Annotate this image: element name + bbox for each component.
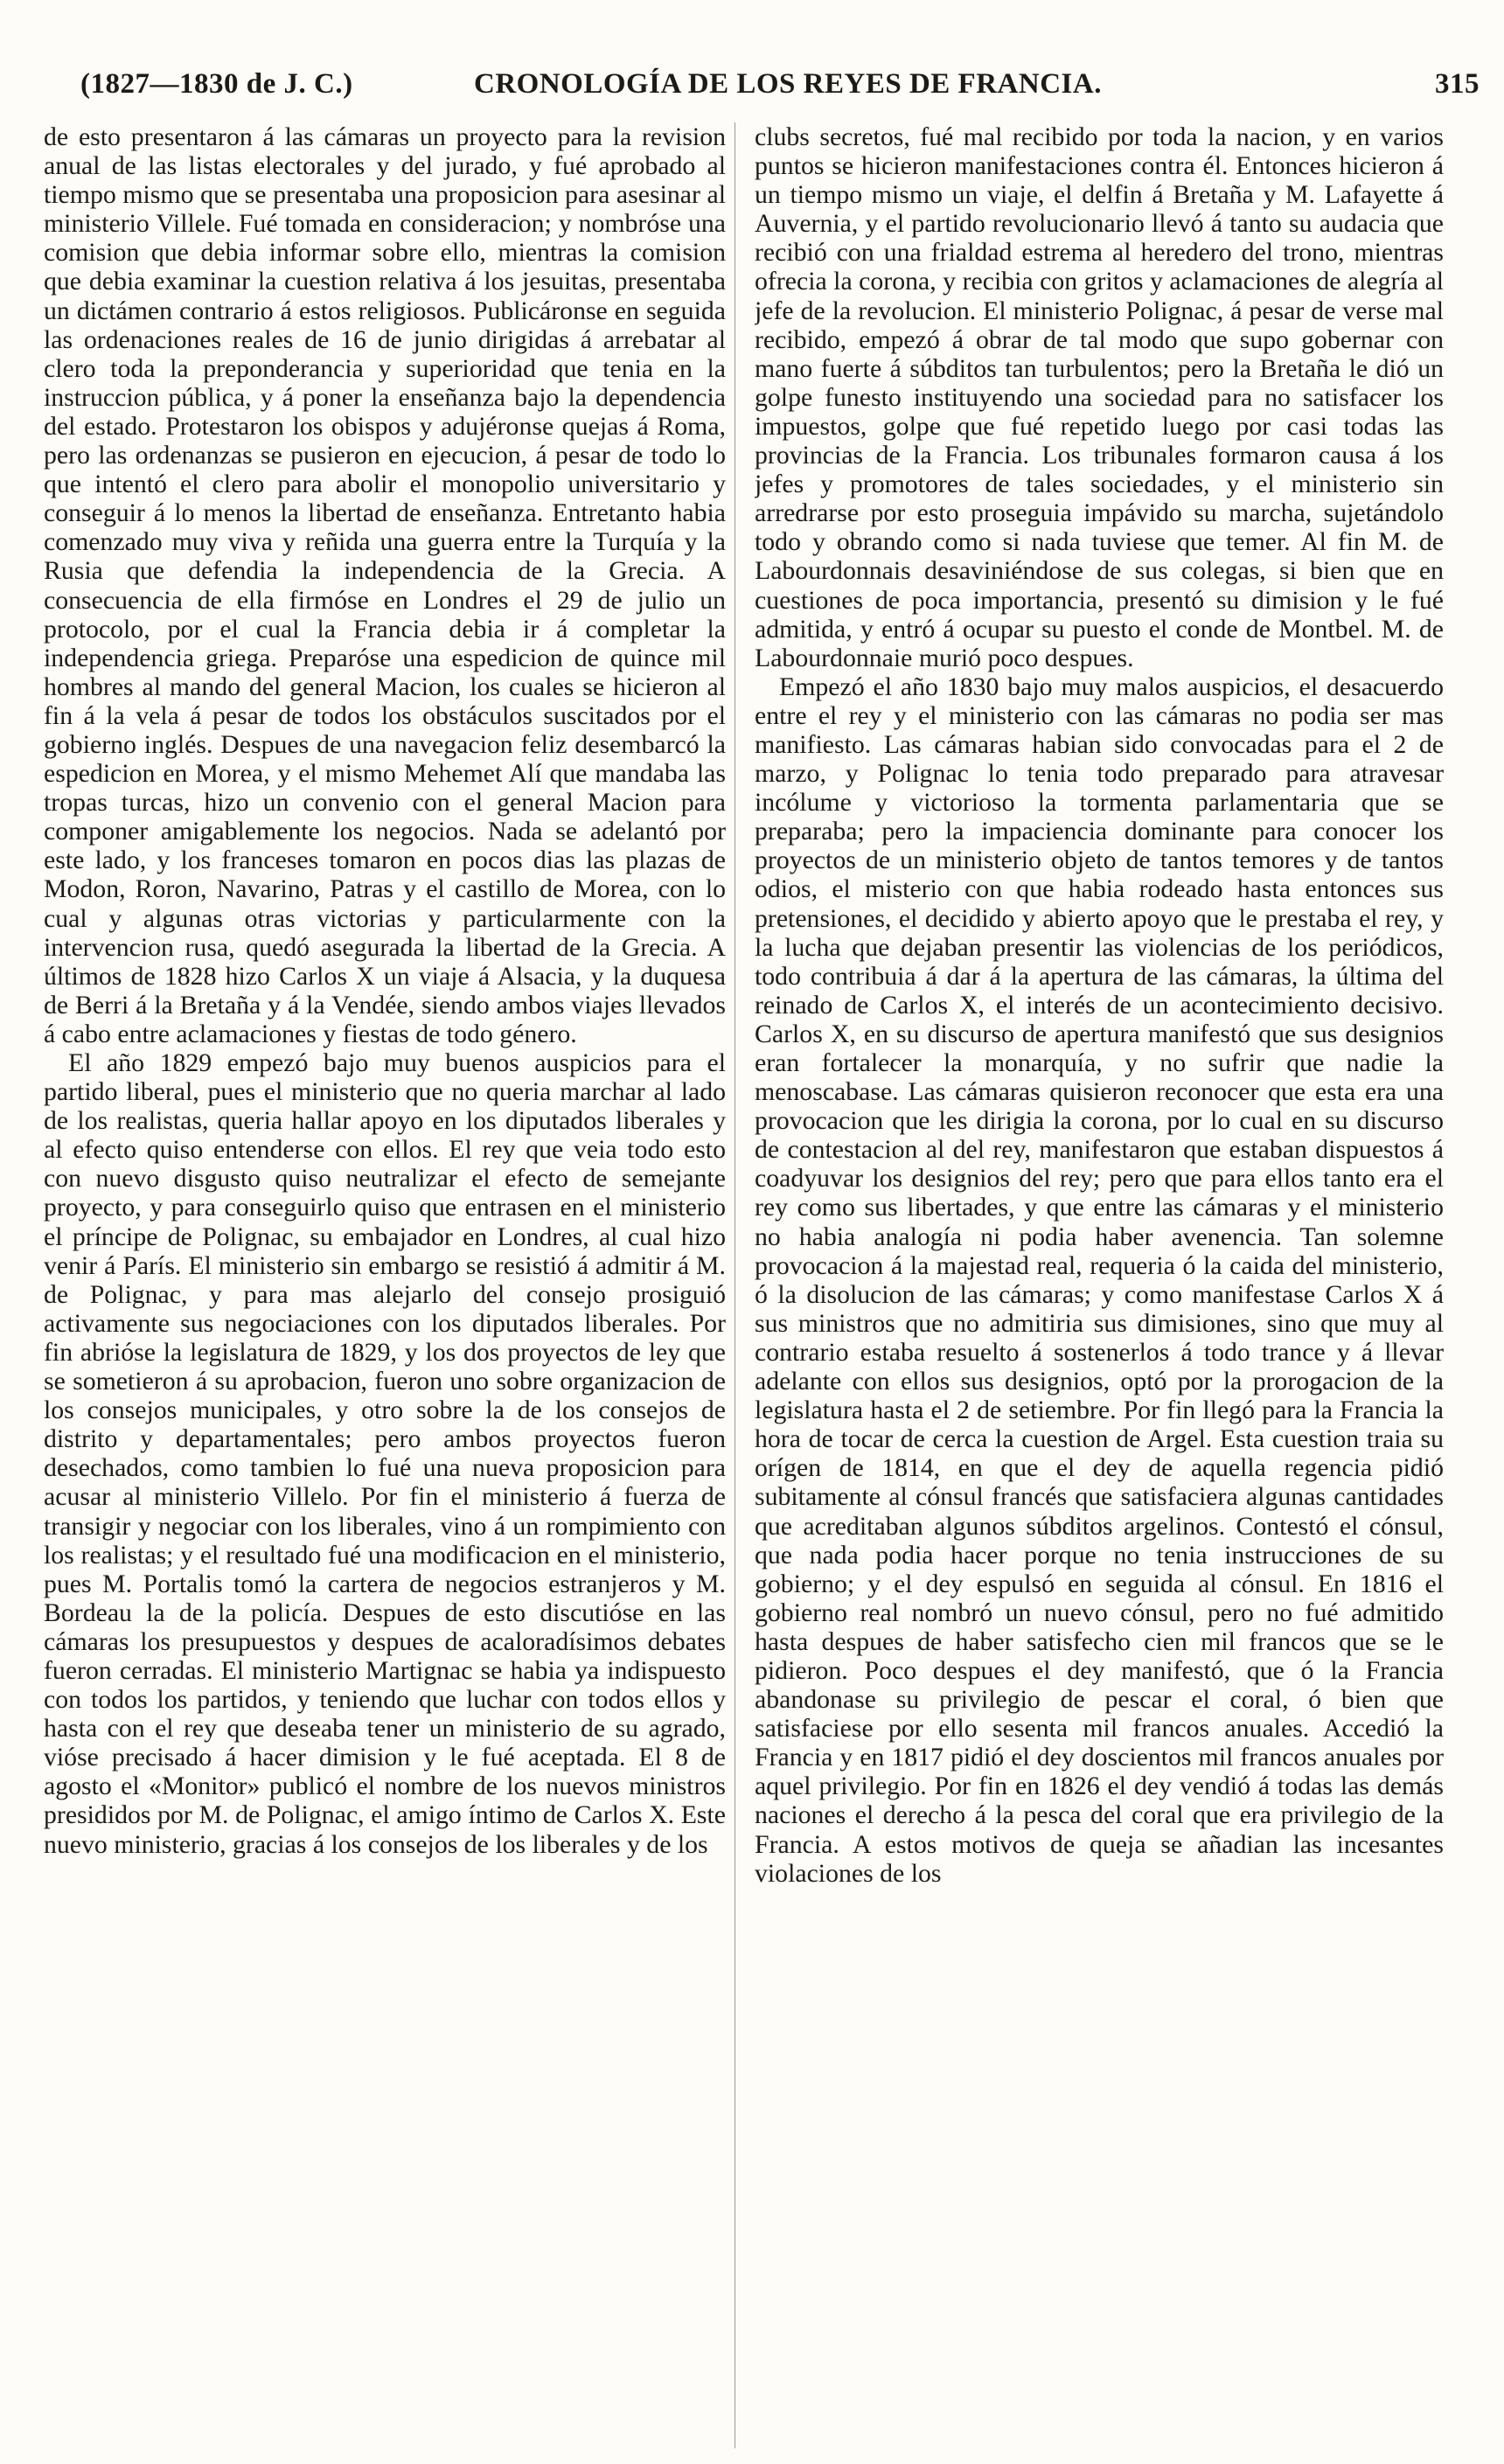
left-paragraph-2: El año 1829 empezó bajo muy buenos auspicios para el partido liberal, pues el ministerio que no queria marchar al lado de los realistas, queria hallar apoyo en los diputados liberales y al efecto quiso entenderse con ellos. El rey que veia todo esto con nuevo disgusto quiso neutralizar el efecto de semejante proyecto, y para conseguirlo quiso que entrasen en el ministerio el príncipe de Polignac, su embajador en Londres, al cual hizo venir á París. El ministerio sin embargo se resistió á admitir á M. de Polignac, y para mas alejarlo del consejo prosiguió activamente sus negociaciones con los diputados liberales. Por fin abrióse la legislatura de 1829, y los dos proyectos de ley que se sometieron á su aprobacion, fueron uno sobre organizacion de los consejos municipales, y otro sobre la de los consejos de distrito y departamentales; pero ambos proyectos fueron desechados, como tambien lo fué una nueva proposicion para acusar al ministerio Villelo. Por fin el ministerio á fuerza de transigir y negociar con los liberales, vino á un rompimiento con los realistas; y el resultado fué una modificacion en el ministerio, pues M. Portalis tomó la cartera de negocios estranjeros y M. Bordeau la de la policía. Despues de esto discutióse en las cámaras los presupuestos y despues de acaloradísimos debates fueron cerradas. El ministerio Martignac se habia ya indispuesto con todos los partidos, y teniendo que luchar con todos ellos y hasta con el rey que deseaba tener un ministerio de su agrado, vióse precisado á hacer dimision y le fué aceptada. El 8 de agosto el «Monitor» publicó el nombre de los nuevos ministros presididos por M. de Polignac, el amigo íntimo de Carlos X. Este nuevo ministerio, gracias á los consejos de los liberales y de los <box>44 1048 726 1859</box>
right-paragraph-1: clubs secretos, fué mal recibido por toda la nacion, y en varios puntos se hicieron manifestaciones contra él. Entonces hicieron á un tiempo mismo un viaje, el delfin á Bretaña y M. Lafayette á Auvernia, y el partido revolucionario llevó á tanto su audacia que recibió con una frialdad estrema al heredero del trono, mientras ofrecia la corona, y recibia con gritos y aclamaciones de alegría al jefe de la revolucion. El ministerio Polignac, á pesar de verse mal recibido, empezó á obrar de tal modo que supo gobernar con mano fuerte á súbditos tan turbulentos; pero la Bretaña le dió un golpe funesto instituyendo una sociedad para no satisfacer los impuestos, golpe que fué repetido luego por casi todas las provincias de la Francia. Los tribunales formaron causa á los jefes y promotores de tales sociedades, y el ministerio sin arredrarse por esto proseguia impávido su marcha, sujetándolo todo y obrando como si nada tuviese que temer. Al fin M. de Labourdonnais desaviniéndose de sus colegas, si bien que en cuestiones de poca importancia, presentó su dimision y le fué admitida, y entró á ocupar su puesto el conde de Montbel. M. de Labourdonnaie murió poco despues. <box>755 122 1444 672</box>
page-number: 315 <box>1435 68 1480 100</box>
header-date-range: (1827—1830 de J. C.) <box>80 68 353 100</box>
header-title: CRONOLOGÍA DE LOS REYES DE FRANCIA. <box>474 68 1102 100</box>
page-header <box>80 68 1480 107</box>
right-paragraph-2: Empezó el año 1830 bajo muy malos auspicios, el desacuerdo entre el rey y el ministerio con las cámaras no podia ser mas manifiesto. Las cámaras habian sido convocadas para el 2 de marzo, y Polignac lo tenia todo preparado para atravesar incólume y victorioso la tormenta parlamentaria que se preparaba; pero la impaciencia dominante para conocer los proyectos de un ministerio objeto de tantos temores y de tantos odios, el misterio con que habia rodeado hasta entonces sus pretensiones, el decidido y abierto apoyo que le prestaba el rey, y la lucha que dejaban presentir las violencias de los periódicos, todo contribuia á dar á la apertura de las cámaras, la última del reinado de Carlos X, el interés de un acontecimiento decisivo. Carlos X, en su discurso de apertura manifestó que sus designios eran fortalecer la monarquía, y no sufrir que nadie la menoscabase. Las cámaras quisieron reconocer que esta era una provocacion que les dirigia la corona, por lo cual en su discurso de contestacion al del rey, manifestaron que estaban dispuestos á coadyuvar los designios del rey; pero que para ellos tanto era el rey como sus libertades, y que entre las cámaras y el ministerio no habia analogía ni podia haber avenencia. Tan solemne provocacion á la majestad real, requeria ó la caida del ministerio, ó la disolucion de las cámaras; y como manifestase Carlos X á sus ministros que no admitiria sus dimisiones, sino que muy al contrario estaba resuelto á sostenerlos á todo trance y á llevar adelante con ellos sus designios, optó por la prorogacion de la legislatura hasta el 2 de setiembre. Por fin llegó para la Francia la hora de tocar de cerca la cuestion de Argel. Esta cuestion traia su orígen de 1814, en que el dey de aquella regencia pidió subitamente al cónsul francés que satisfaciera algunas cantidades que acreditaban algunos súbditos argelinos. Contestó el cónsul, que nada podia hacer porque no tenia instrucciones de su gobierno; y el dey espulsó en seguida al cónsul. En 1816 el gobierno real nombró un nuevo cónsul, pero no fué admitido hasta despues de haber satisfecho cien mil francos que se le pidieron. Poco despues el dey manifestó, que ó la Francia abandonase su privilegio de pescar el coral, ó bien que satisfaciese por ello sesenta mil francos anuales. Accedió la Francia y en 1817 pidió el dey doscientos mil francos anuales por aquel privilegio. Por fin en 1826 el dey vendió á todas las demás naciones el derecho á la pesca del coral que era privilegio de la Francia. A estos motivos de queja se añadian las incesantes violaciones de los <box>755 672 1444 1888</box>
left-paragraph-1: de esto presentaron á las cámaras un proyecto para la revision anual de las listas electorales y del jurado, y fué aprobado al tiempo mismo que se presentaba una proposicion para asesinar al ministerio Villele. Fué tomada en consideracion; y nombróse una comision que debia informar sobre ello, mientras la comision que debia examinar la cuestion relativa á los jesuitas, presentaba un dictámen contrario á estos religiosos. Publicáronse en seguida las ordenaciones reales de 16 de junio dirigidas á arrebatar al clero toda la preponderancia y superioridad que tenia en la instruccion pública, y á poner la enseñanza bajo la dependencia del estado. Protestaron los obispos y adujéronse quejas á Roma, pero las ordenanzas se pusieron en ejecucion, á pesar de todo lo que intentó el clero para abolir el monopolio universitario y conseguir á lo menos la libertad de enseñanza. Entretanto habia comenzado muy viva y reñida una guerra entre la Turquía y la Rusia que defendia la independencia de la Grecia. A consecuencia de ella firmóse en Londres el 29 de julio un protocolo, por el cual la Francia debia ir á completar la independencia griega. Preparóse una espedicion de quince mil hombres al mando del general Macion, los cuales se hicieron al fin á la vela á pesar de todos los obstáculos suscitados por el gobierno inglés. Despues de una navegacion feliz desembarcó la espedicion en Morea, y el mismo Mehemet Alí que mandaba las tropas turcas, hizo un convenio con el general Macion para componer amigablemente los negocios. Nada se adelantó por este lado, y los franceses tomaron en pocos dias las plazas de Modon, Roron, Navarino, Patras y el castillo de Morea, con lo cual y algunas otras victorias y particularmente con la intervencion rusa, quedó asegurada la libertad de la Grecia. A últimos de 1828 hizo Carlos X un viaje á Alsacia, y la duquesa de Berri á la Bretaña y á la Vendée, siendo ambos viajes llevados á cabo entre aclamaciones y fiestas de todo género. <box>44 122 726 1048</box>
left-column <box>44 122 726 2453</box>
right-column <box>755 122 1444 2453</box>
